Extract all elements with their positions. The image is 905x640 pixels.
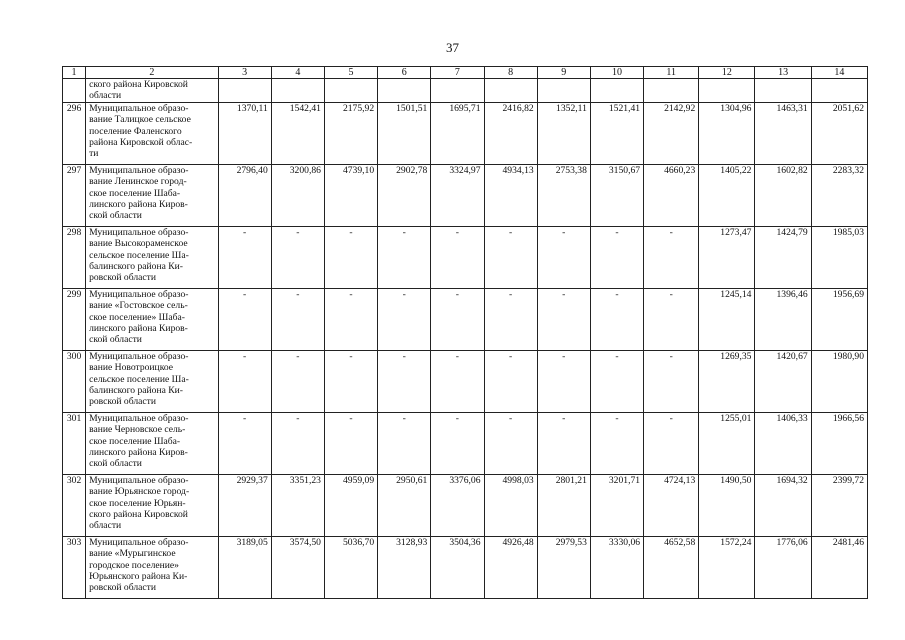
table-header-row: [63, 67, 868, 79]
value-cell: 1695,71: [431, 102, 484, 164]
value-cell: -: [537, 350, 590, 412]
value-cell: -: [431, 350, 484, 412]
value-cell: -: [644, 350, 699, 412]
table-row: [63, 164, 868, 226]
value-cell: -: [378, 226, 431, 288]
table-row: [63, 412, 868, 474]
data-table: [62, 66, 868, 599]
value-cell: 1405,22: [699, 164, 755, 226]
value-cell: 1370,11: [218, 102, 271, 164]
value-cell: 1694,32: [755, 474, 811, 536]
value-cell: 2902,78: [378, 164, 431, 226]
value-cell: -: [218, 288, 271, 350]
column-header: 12: [699, 67, 755, 79]
value-cell: 4652,58: [644, 536, 699, 598]
value-cell: -: [324, 226, 377, 288]
column-header: 11: [644, 67, 699, 79]
value-cell: 3324,97: [431, 164, 484, 226]
value-cell: 1572,24: [699, 536, 755, 598]
value-cell: -: [324, 350, 377, 412]
table-row: [63, 474, 868, 536]
value-cell: -: [431, 412, 484, 474]
value-cell: -: [590, 288, 643, 350]
value-cell: 4660,23: [644, 164, 699, 226]
value-cell: 1304,96: [699, 102, 755, 164]
value-cell: 3150,67: [590, 164, 643, 226]
value-cell: -: [484, 226, 537, 288]
value-cell: 1602,82: [755, 164, 811, 226]
column-header: 14: [811, 67, 867, 79]
value-cell: -: [324, 412, 377, 474]
value-cell: 3128,93: [378, 536, 431, 598]
value-cell: 2753,38: [537, 164, 590, 226]
value-cell: 4926,48: [484, 536, 537, 598]
value-cell: -: [324, 288, 377, 350]
value-cell: -: [378, 350, 431, 412]
value-cell: 1985,03: [811, 226, 867, 288]
value-cell: 1424,79: [755, 226, 811, 288]
row-name-cell: Муниципальное образо- вание Новотроицкое сельское поселение Ша- балинского района Ки- ровской области: [86, 350, 218, 412]
value-cell: 3376,06: [431, 474, 484, 536]
row-name-cell: Муниципальное образо- вание Ленинское город- ское поселение Шаба- линского района Киров- ской области: [86, 164, 218, 226]
row-number-cell: 297: [63, 164, 86, 226]
value-cell: -: [378, 288, 431, 350]
value-cell: 1463,31: [755, 102, 811, 164]
row-name-cell: Муниципальное образо- вание Высокораменское сельское поселение Ша- балинского района Ки- ровской области: [86, 226, 218, 288]
value-cell: 1420,67: [755, 350, 811, 412]
value-cell: 3330,06: [590, 536, 643, 598]
column-header: 1: [63, 67, 86, 79]
value-cell: 1406,33: [755, 412, 811, 474]
row-number-cell: 298: [63, 226, 86, 288]
value-cell: 3189,05: [218, 536, 271, 598]
value-cell: 3574,50: [271, 536, 324, 598]
value-cell: 1255,01: [699, 412, 755, 474]
row-name-cell: Муниципальное образо- вание Юрьянское город- ское поселение Юрьян- ского района Кировской области: [86, 474, 218, 536]
value-cell: 2399,72: [811, 474, 867, 536]
value-cell: -: [644, 226, 699, 288]
value-cell: 3504,36: [431, 536, 484, 598]
value-cell: -: [537, 288, 590, 350]
column-header: 10: [590, 67, 643, 79]
row-name-cell: Муниципальное образо- вание Талицкое сельское поселение Фаленского района Кировской облас- ти: [86, 102, 218, 164]
value-cell: -: [590, 350, 643, 412]
value-cell: 1980,90: [811, 350, 867, 412]
value-cell: 4724,13: [644, 474, 699, 536]
column-header: 4: [271, 67, 324, 79]
value-cell: -: [378, 412, 431, 474]
value-cell: -: [218, 412, 271, 474]
row-name-cell: Муниципальное образо- вание «Гостовское сель- ское поселение» Шаба- линского района Киров- ской области: [86, 288, 218, 350]
value-cell: -: [218, 350, 271, 412]
value-cell: 2929,37: [218, 474, 271, 536]
value-cell: 3200,86: [271, 164, 324, 226]
value-cell: 2175,92: [324, 102, 377, 164]
row-number-cell: 303: [63, 536, 86, 598]
row-number-cell: 296: [63, 102, 86, 164]
value-cell: 4739,10: [324, 164, 377, 226]
table-row-continuation: [63, 79, 868, 103]
row-number-cell: 302: [63, 474, 86, 536]
value-cell: 1273,47: [699, 226, 755, 288]
value-cell: 1490,50: [699, 474, 755, 536]
column-header: 5: [324, 67, 377, 79]
table-row: [63, 226, 868, 288]
value-cell: -: [644, 288, 699, 350]
value-cell: -: [271, 288, 324, 350]
column-header: 3: [218, 67, 271, 79]
value-cell: 4959,09: [324, 474, 377, 536]
page-number: 37: [446, 40, 459, 55]
row-name-cell: ского района Кировской области: [86, 79, 218, 103]
value-cell: 1269,35: [699, 350, 755, 412]
column-header: 2: [86, 67, 218, 79]
value-cell: 3201,71: [590, 474, 643, 536]
value-cell: -: [271, 412, 324, 474]
value-cell: 5036,70: [324, 536, 377, 598]
value-cell: -: [271, 226, 324, 288]
value-cell: -: [537, 412, 590, 474]
value-cell: -: [590, 226, 643, 288]
value-cell: 1501,51: [378, 102, 431, 164]
table-row: [63, 350, 868, 412]
row-number-cell: 299: [63, 288, 86, 350]
value-cell: 1396,46: [755, 288, 811, 350]
value-cell: -: [484, 288, 537, 350]
value-cell: -: [218, 226, 271, 288]
value-cell: 4998,03: [484, 474, 537, 536]
value-cell: -: [271, 350, 324, 412]
table-row: [63, 288, 868, 350]
value-cell: 1521,41: [590, 102, 643, 164]
value-cell: -: [431, 226, 484, 288]
value-cell: -: [484, 412, 537, 474]
value-cell: 1352,11: [537, 102, 590, 164]
column-header: 6: [378, 67, 431, 79]
row-name-cell: Муниципальное образо- вание Черновское сель- ское поселение Шаба- линского района Киров- ской области: [86, 412, 218, 474]
value-cell: 1966,56: [811, 412, 867, 474]
row-number-cell: 300: [63, 350, 86, 412]
value-cell: 2051,62: [811, 102, 867, 164]
value-cell: 2416,82: [484, 102, 537, 164]
table-row: [63, 536, 868, 598]
value-cell: 1956,69: [811, 288, 867, 350]
value-cell: 2796,40: [218, 164, 271, 226]
value-cell: 2979,53: [537, 536, 590, 598]
value-cell: 2950,61: [378, 474, 431, 536]
value-cell: 2283,32: [811, 164, 867, 226]
column-header: 7: [431, 67, 484, 79]
value-cell: 2481,46: [811, 536, 867, 598]
column-header: 9: [537, 67, 590, 79]
value-cell: -: [431, 288, 484, 350]
column-header: 8: [484, 67, 537, 79]
row-number-cell: [63, 79, 86, 103]
value-cell: -: [484, 350, 537, 412]
value-cell: 4934,13: [484, 164, 537, 226]
column-header: 13: [755, 67, 811, 79]
value-cell: 1245,14: [699, 288, 755, 350]
value-cell: 2801,21: [537, 474, 590, 536]
value-cell: 1776,06: [755, 536, 811, 598]
row-number-cell: 301: [63, 412, 86, 474]
value-cell: -: [537, 226, 590, 288]
value-cell: 2142,92: [644, 102, 699, 164]
table-row: [63, 102, 868, 164]
value-cell: 1542,41: [271, 102, 324, 164]
value-cell: 3351,23: [271, 474, 324, 536]
row-name-cell: Муниципальное образо- вание «Мурыгинское городское поселение» Юрьянского района Ки- ровской области: [86, 536, 218, 598]
value-cell: -: [590, 412, 643, 474]
value-cell: -: [644, 412, 699, 474]
